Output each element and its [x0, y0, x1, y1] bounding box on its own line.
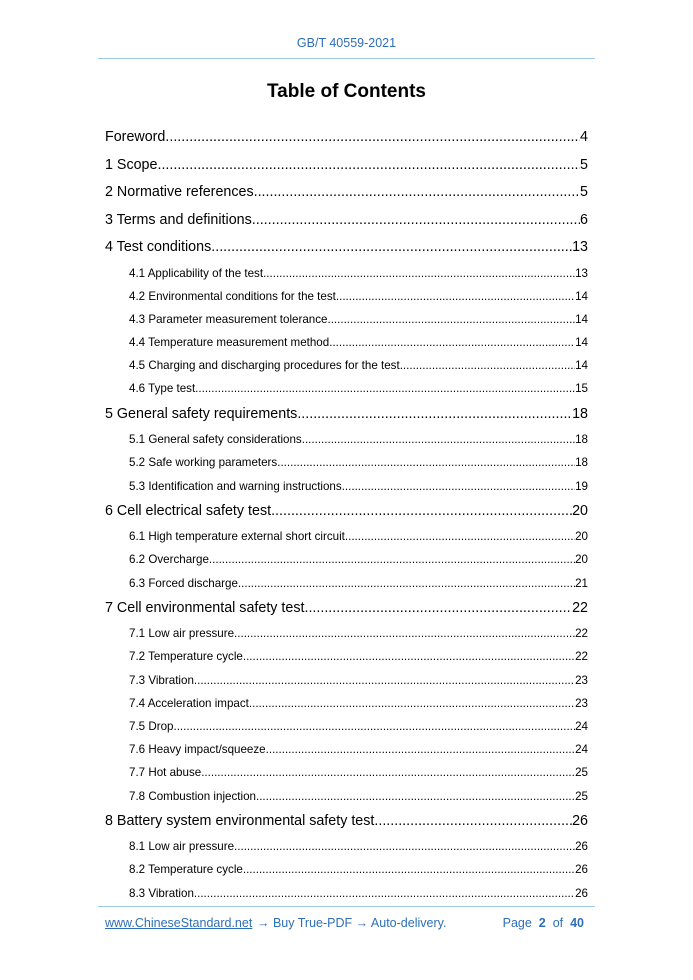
- toc-entry-page: 14: [575, 312, 588, 326]
- page-indicator: [503, 916, 584, 930]
- toc-entry-page: 18: [575, 456, 588, 470]
- toc-entry-label: 4.6 Type test: [129, 382, 196, 396]
- toc-entry-page: 15: [575, 382, 588, 396]
- toc-subsection-entry[interactable]: [105, 262, 588, 285]
- toc-entry-label: 4.1 Applicability of the test: [129, 266, 264, 280]
- toc-entry-page: 25: [575, 766, 588, 780]
- toc-entry-label: 4.4 Temperature measurement method: [129, 336, 330, 350]
- toc-entry-label: 6.2 Overcharge: [129, 553, 209, 567]
- toc-subsection-entry[interactable]: [105, 475, 588, 498]
- page-title: Table of Contents: [266, 81, 427, 102]
- toc-subsection-entry[interactable]: [105, 572, 588, 595]
- toc-dot-leader: [238, 572, 575, 595]
- toc-entry-page: 21: [575, 576, 588, 590]
- toc-entry-page: 18: [572, 405, 588, 422]
- toc-subsection-entry[interactable]: [105, 451, 588, 474]
- toc-entry-page: 4: [580, 129, 588, 145]
- table-of-contents: [105, 124, 588, 905]
- toc-entry-page: 25: [575, 789, 588, 803]
- toc-entry-page: 22: [575, 627, 588, 641]
- toc-dot-leader: [194, 669, 575, 692]
- toc-dot-leader: [266, 738, 575, 761]
- toc-entry-label: 6.1 High temperature external short circuit: [129, 530, 345, 544]
- toc-dot-leader: [329, 331, 575, 354]
- footer-divider: [98, 906, 595, 907]
- toc-entry-page: 26: [572, 812, 588, 829]
- toc-dot-leader: [173, 715, 575, 738]
- toc-entry-label: 7.5 Drop: [129, 720, 174, 733]
- toc-section-entry[interactable]: [105, 124, 588, 152]
- website-link[interactable]: www.ChineseStandard.net: [105, 916, 253, 930]
- toc-entry-label: 2 Normative references: [105, 184, 254, 200]
- toc-dot-leader: [327, 308, 575, 331]
- toc-entry-page: 26: [575, 863, 588, 877]
- toc-entry-page: 6: [580, 211, 588, 228]
- toc-entry-page: 14: [575, 336, 588, 350]
- toc-dot-leader: [297, 401, 572, 429]
- toc-subsection-entry[interactable]: [105, 645, 588, 668]
- toc-entry-label: 6 Cell electrical safety test: [105, 502, 272, 519]
- toc-entry-page: 23: [575, 673, 588, 687]
- toc-dot-leader: [256, 785, 575, 808]
- toc-dot-leader: [249, 692, 575, 715]
- toc-entry-page: 24: [575, 743, 588, 757]
- page-word: Page: [502, 916, 532, 930]
- header-divider: [98, 58, 595, 59]
- toc-entry-label: 8 Battery system environmental safety test: [105, 812, 375, 829]
- toc-entry-label: 4.5 Charging and discharging procedures for the test: [129, 359, 400, 373]
- toc-subsection-entry[interactable]: [105, 622, 588, 645]
- toc-subsection-entry[interactable]: [105, 715, 588, 738]
- toc-dot-leader: [400, 354, 575, 377]
- toc-dot-leader: [234, 622, 575, 645]
- toc-entry-label: 8.2 Temperature cycle: [129, 863, 243, 877]
- toc-entry-page: 26: [575, 886, 588, 900]
- toc-dot-leader: [252, 207, 580, 235]
- toc-entry-label: 7.3 Vibration: [129, 673, 194, 687]
- toc-entry-page: 19: [575, 479, 588, 493]
- toc-dot-leader: [263, 262, 575, 285]
- toc-entry-page: 26: [575, 840, 588, 854]
- toc-section-entry[interactable]: [105, 207, 588, 235]
- toc-dot-leader: [342, 475, 575, 498]
- toc-entry-label: 7 Cell environmental safety test: [105, 599, 305, 616]
- toc-section-entry[interactable]: [105, 152, 588, 180]
- toc-entry-page: 20: [575, 530, 588, 544]
- toc-dot-leader: [374, 808, 572, 836]
- toc-section-entry[interactable]: [105, 234, 588, 262]
- toc-subsection-entry[interactable]: [105, 882, 588, 905]
- toc-entry-label: Foreword: [105, 129, 166, 145]
- toc-entry-label: 5 General safety requirements: [105, 405, 298, 422]
- toc-dot-leader: [254, 179, 580, 207]
- total-pages-number: 40: [570, 916, 584, 930]
- toc-dot-leader: [243, 858, 575, 881]
- toc-subsection-entry[interactable]: [105, 738, 588, 761]
- toc-entry-page: 22: [575, 650, 588, 664]
- toc-entry-label: 7.4 Acceleration impact: [129, 696, 249, 710]
- toc-subsection-entry[interactable]: [105, 669, 588, 692]
- toc-entry-label: 8.3 Vibration: [129, 886, 194, 900]
- toc-dot-leader: [302, 428, 575, 451]
- page-footer: [105, 916, 588, 934]
- toc-subsection-entry[interactable]: [105, 835, 588, 858]
- toc-entry-label: 6.3 Forced discharge: [129, 576, 238, 590]
- toc-entry-label: 5.2 Safe working parameters: [129, 456, 278, 470]
- toc-dot-leader: [336, 285, 575, 308]
- toc-entry-label: 7.8 Combustion injection: [129, 789, 256, 803]
- toc-dot-leader: [157, 152, 580, 180]
- toc-subsection-entry[interactable]: [105, 354, 588, 377]
- toc-entry-page: 22: [572, 599, 588, 616]
- toc-entry-page: 14: [575, 359, 588, 373]
- toc-dot-leader: [211, 234, 572, 262]
- toc-entry-page: 5: [580, 184, 588, 200]
- toc-entry-label: 3 Terms and definitions: [105, 211, 252, 228]
- toc-dot-leader: [304, 595, 572, 623]
- toc-dot-leader: [209, 548, 575, 571]
- toc-entry-label: 7.6 Heavy impact/squeeze: [129, 743, 266, 757]
- toc-entry-page: 23: [575, 696, 588, 710]
- toc-dot-leader: [201, 761, 575, 784]
- toc-entry-page: 18: [575, 433, 588, 447]
- footer-tagline: → Buy True-PDF → Auto-delivery.: [257, 916, 447, 930]
- toc-subsection-entry[interactable]: [105, 692, 588, 715]
- toc-entry-label: 1 Scope: [105, 156, 158, 173]
- toc-dot-leader: [195, 377, 575, 400]
- toc-entry-label: 5.3 Identification and warning instructions: [129, 479, 342, 493]
- toc-subsection-entry[interactable]: [105, 285, 588, 308]
- toc-section-entry[interactable]: [105, 595, 588, 623]
- toc-dot-leader: [271, 498, 572, 526]
- toc-subsection-entry[interactable]: [105, 761, 588, 784]
- toc-entry-label: 7.2 Temperature cycle: [129, 650, 243, 664]
- toc-dot-leader: [234, 835, 575, 858]
- toc-entry-label: 7.1 Low air pressure: [129, 627, 235, 641]
- toc-entry-page: 20: [572, 502, 588, 519]
- toc-entry-page: 20: [575, 553, 588, 567]
- toc-entry-label: 7.7 Hot abuse: [129, 766, 202, 780]
- toc-subsection-entry[interactable]: [105, 308, 588, 331]
- toc-dot-leader: [345, 525, 575, 548]
- toc-subsection-entry[interactable]: [105, 331, 588, 354]
- toc-entry-label: 4.3 Parameter measurement tolerance: [129, 312, 328, 326]
- toc-dot-leader: [243, 645, 575, 668]
- toc-entry-label: 4 Test conditions: [105, 239, 212, 255]
- toc-section-entry[interactable]: [105, 498, 588, 526]
- toc-entry-label: 4.2 Environmental conditions for the test: [129, 289, 336, 303]
- of-word: of: [552, 916, 564, 930]
- toc-subsection-entry[interactable]: [105, 548, 588, 571]
- toc-entry-page: 24: [575, 720, 588, 733]
- toc-dot-leader: [194, 882, 575, 905]
- toc-subsection-entry[interactable]: [105, 785, 588, 808]
- toc-entry-page: 14: [575, 289, 588, 303]
- toc-entry-page: 13: [575, 266, 588, 280]
- toc-entry-label: 8.1 Low air pressure: [129, 840, 235, 854]
- toc-section-entry[interactable]: [105, 179, 588, 207]
- toc-subsection-entry[interactable]: [105, 525, 588, 548]
- toc-subsection-entry[interactable]: [105, 377, 588, 400]
- toc-entry-label: 5.1 General safety considerations: [129, 433, 302, 447]
- toc-subsection-entry[interactable]: [105, 428, 588, 451]
- toc-subsection-entry[interactable]: [105, 858, 588, 881]
- toc-entry-page: 5: [580, 156, 588, 173]
- toc-dot-leader: [165, 124, 580, 152]
- document-header: GB/T 40559-2021: [296, 36, 397, 50]
- toc-section-entry[interactable]: [105, 808, 588, 836]
- current-page-number: 2: [538, 916, 546, 930]
- toc-section-entry[interactable]: [105, 401, 588, 429]
- toc-dot-leader: [277, 451, 575, 474]
- toc-entry-page: 13: [572, 239, 588, 255]
